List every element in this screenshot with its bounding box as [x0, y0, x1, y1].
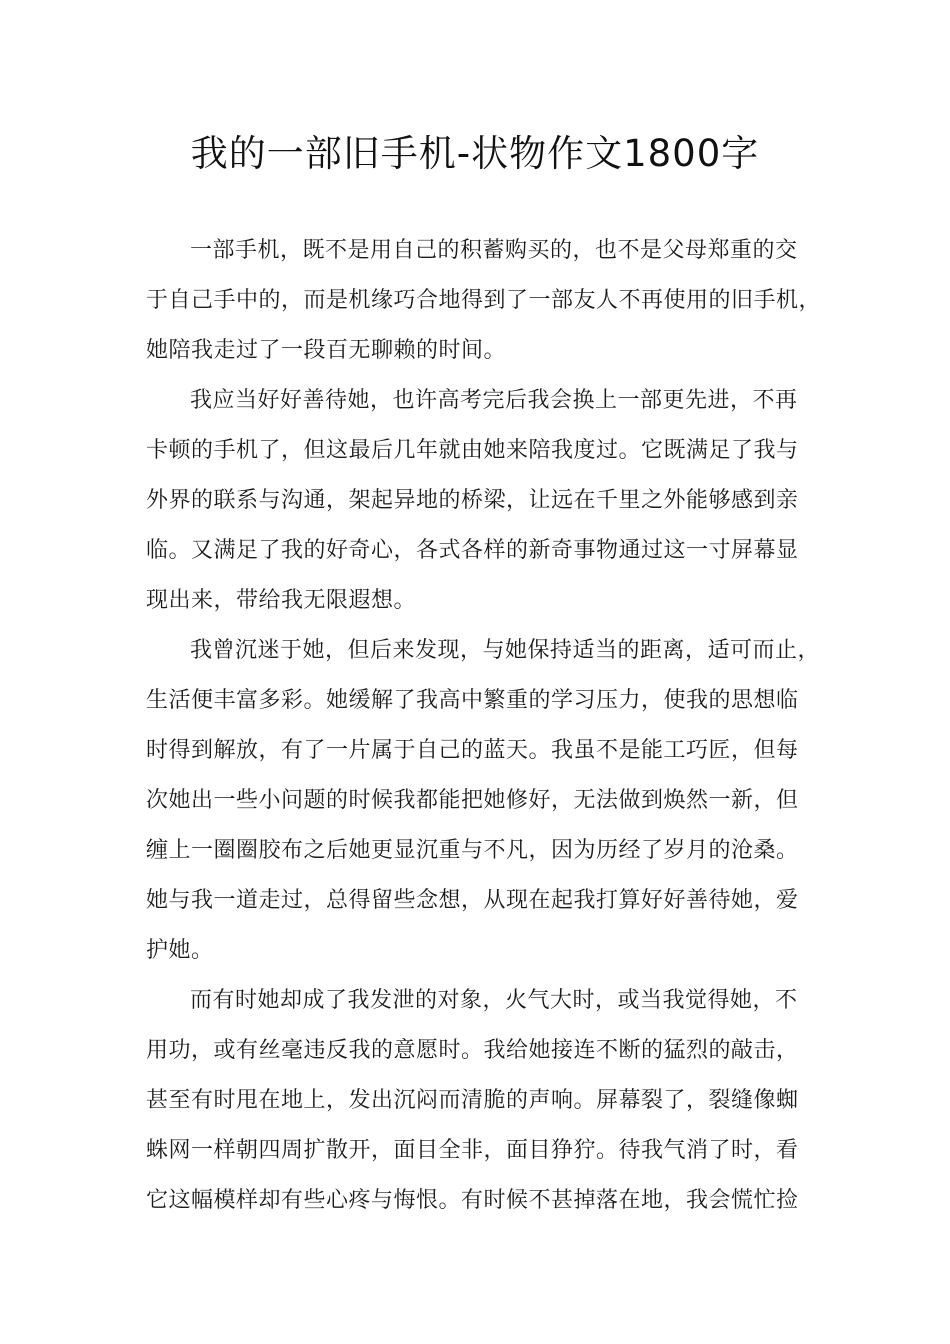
- paragraph: [146, 376, 826, 626]
- document-title: 我的一部旧手机-状物作文1800字: [190, 132, 760, 175]
- text-line: 她陪我走过了一段百无聊赖的时间。: [146, 338, 507, 363]
- text-line: 她与我一道走过，总得留些念想，从现在起我打算好好善待她，爱: [146, 888, 799, 913]
- text-line: 用功，或有丝毫违反我的意愿时。我给她接连不断的猛烈的敲击，: [146, 1038, 799, 1063]
- text-line: 我曾沉迷于她，但后来发现，与她保持适当的距离，适可而止，: [190, 638, 821, 663]
- text-line: 时得到解放，有了一片属于自己的蓝天。我虽不是能工巧匠，但每: [146, 738, 799, 763]
- text-line: 缠上一圈圈胶布之后她更显沉重与不凡，因为历经了岁月的沧桑。: [146, 838, 799, 863]
- text-line: 它这幅模样却有些心疼与悔恨。有时候不甚掉落在地，我会慌忙捡: [146, 1188, 799, 1213]
- text-line: 外界的联系与沟通，架起异地的桥梁，让远在千里之外能够感到亲: [146, 488, 799, 513]
- text-line: 临。又满足了我的好奇心，各式各样的新奇事物通过这一寸屏幕显: [146, 538, 799, 563]
- text-line: 甚至有时甩在地上，发出沉闷而清脆的声响。屏幕裂了，裂缝像蜘: [146, 1088, 799, 1113]
- document-body: [146, 226, 826, 1226]
- paragraph: [146, 976, 826, 1226]
- paragraph: [146, 626, 826, 976]
- text-line: 次她出一些小问题的时候我都能把她修好，无法做到焕然一新，但: [146, 788, 799, 813]
- text-line: 于自己手中的，而是机缘巧合地得到了一部友人不再使用的旧手机，: [146, 288, 822, 313]
- text-line: 现出来，带给我无限遐想。: [146, 588, 417, 613]
- text-line: 生活便丰富多彩。她缓解了我高中繁重的学习压力，使我的思想临: [146, 688, 799, 713]
- text-line: 蛛网一样朝四周扩散开，面目全非，面目狰狞。待我气消了时，看: [146, 1138, 799, 1163]
- text-line: 而有时她却成了我发泄的对象，火气大时，或当我觉得她，不: [190, 988, 798, 1013]
- text-line: 我应当好好善待她，也许高考完后我会换上一部更先进，不再: [190, 388, 798, 413]
- paragraph: [146, 226, 826, 376]
- text-line: 卡顿的手机了，但这最后几年就由她来陪我度过。它既满足了我与: [146, 438, 799, 463]
- text-line: 一部手机，既不是用自己的积蓄购买的，也不是父母郑重的交: [190, 238, 798, 263]
- text-line: 护她。: [146, 938, 214, 963]
